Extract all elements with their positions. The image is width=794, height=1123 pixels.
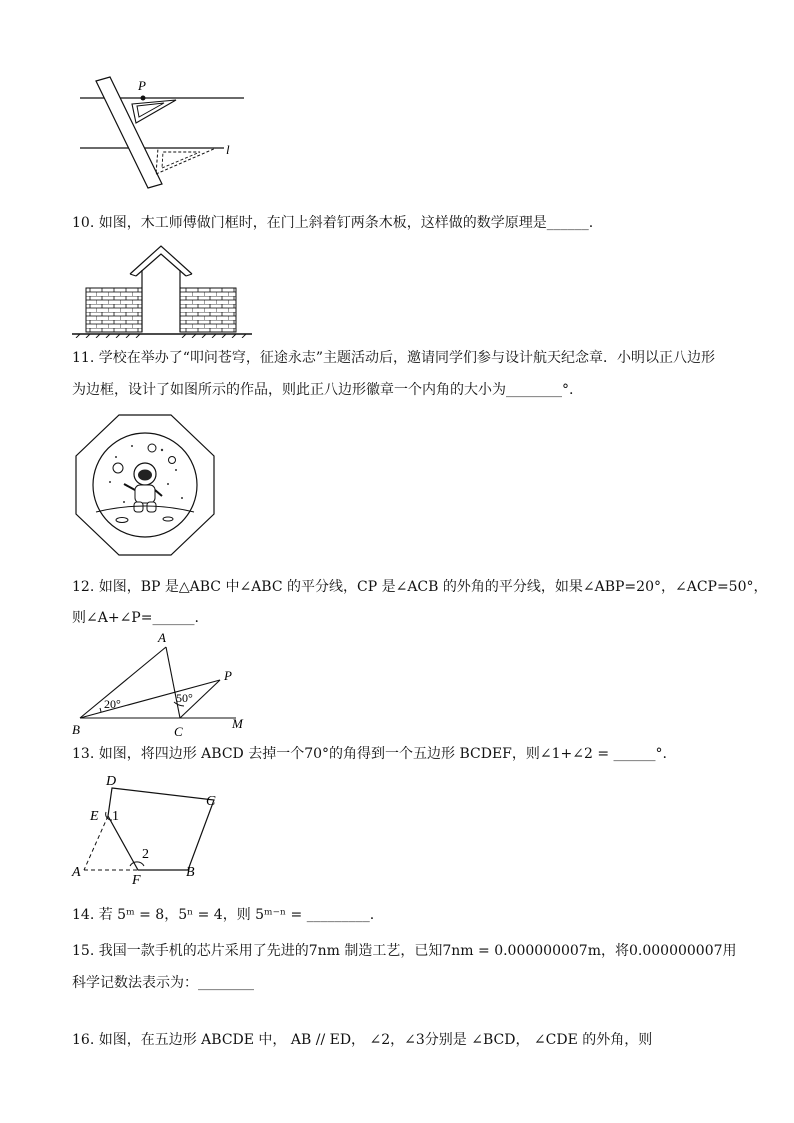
question-14: 14. 若 5ᵐ = 8，5ⁿ = 4，则 5ᵐ⁻ⁿ = _________.	[72, 907, 375, 923]
label-1: 1	[112, 809, 119, 824]
label-b: B	[72, 722, 80, 737]
question-11-line1: 11. 学校在举办了“叩问苍穹，征途永志”主题活动后，邀请同学们参与设计航天纪念章．小明以正八边形	[72, 350, 716, 366]
question-13: 13. 如图，将四边形 ABCD 去掉一个70°的角得到一个五边形 BCDEF，则∠1+∠2 = ______°.	[72, 746, 667, 762]
label-p: P	[224, 668, 232, 683]
label-d: D	[106, 774, 117, 789]
question-10: 10. 如图，木工师傅做门框时，在门上斜着钉两条木板，这样做的数学原理是______.	[72, 215, 594, 231]
label-p: P	[138, 78, 146, 93]
angle-label-20: 20°	[104, 697, 121, 711]
figure-q9-parallel-lines	[76, 76, 256, 191]
figure-q13-pentagon	[68, 770, 228, 886]
label-c: C	[206, 794, 216, 809]
label-a: A	[72, 865, 81, 880]
question-12-line2: 则∠A+∠P=______.	[72, 610, 199, 626]
figure-q10-door-frame	[72, 240, 252, 338]
question-15-line1: 15. 我国一款手机的芯片采用了先进的7nm 制造工艺，已知7nm = 0.000000007m，将0.000000007用	[72, 943, 737, 959]
label-e: E	[90, 809, 99, 824]
question-11-line2: 为边框，设计了如图所示的作品，则此正八边形徽章一个内角的大小为________°.	[72, 382, 574, 398]
label-2: 2	[142, 847, 149, 862]
question-16: 16. 如图，在五边形 ABCDE 中， AB // ED， ∠2，∠3分别是 ∠BCD， ∠CDE 的外角，则	[72, 1032, 653, 1048]
question-12-line1: 12. 如图，BP 是△ABC 中∠ABC 的平分线，CP 是∠ACB 的外角的平分线，如果∠ABP=20°，∠ACP=50°，	[72, 579, 768, 595]
label-m: M	[232, 716, 243, 731]
angle-label-50: 50°	[176, 691, 193, 705]
label-c: C	[174, 724, 183, 739]
question-15-line2: 科学记数法表示为：________	[72, 975, 254, 991]
label-f: F	[132, 873, 141, 886]
figure-q12-triangle	[70, 630, 256, 740]
label-a: A	[158, 630, 166, 645]
figure-q11-octagon-badge	[72, 412, 218, 558]
label-l: l	[226, 142, 230, 157]
label-b: B	[186, 865, 195, 880]
